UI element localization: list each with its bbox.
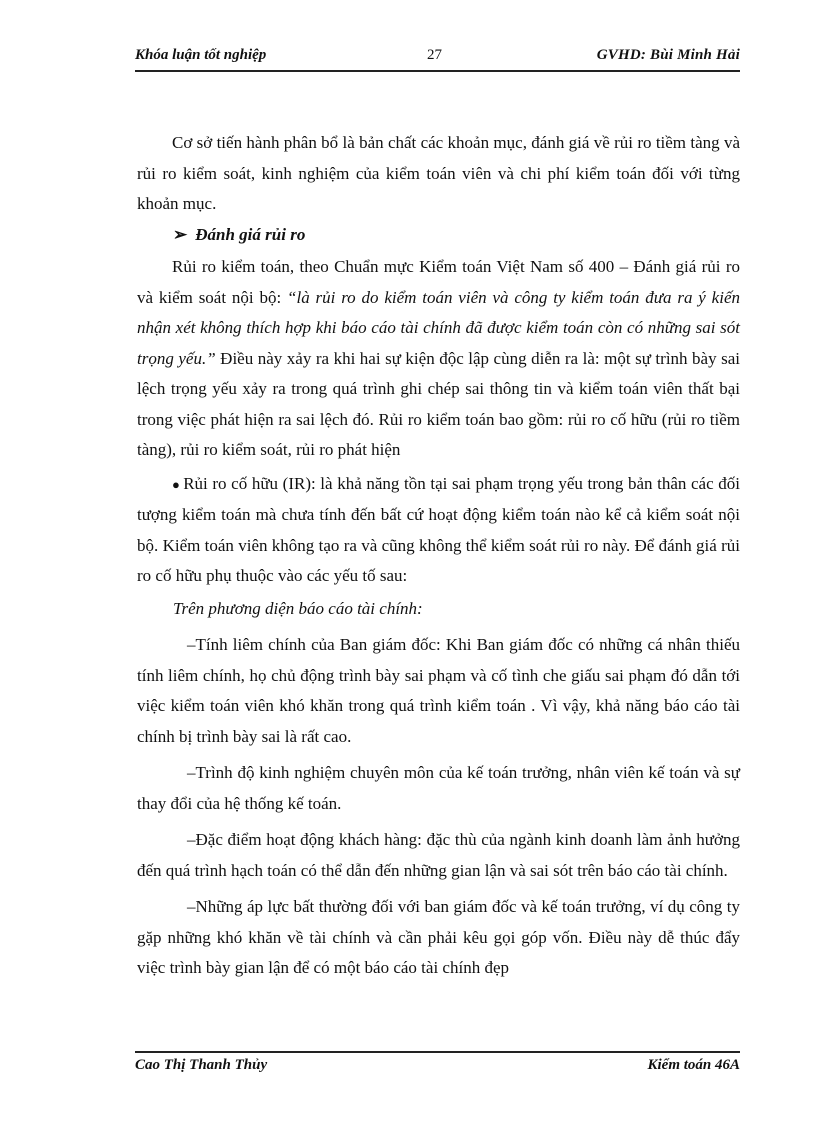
section-heading <box>137 220 740 251</box>
audit-risk-explanation: Điều này xảy ra khi hai sự kiện độc lập cùng diễn ra là: một sự trình bày sai lệch trọng yếu xảy ra trong quá trình ghi chép sai thông tin và kiểm toán viên thất bại trong việc phát hiện ra sai lệch đó. Rủi ro kiểm toán bao gồm: rủi ro cố hữu (rủi ro tiềm tàng), rủi ro kiểm soát, rủi ro phát hiện <box>137 348 740 459</box>
paragraph-inherent-risk <box>137 469 740 592</box>
inherent-risk-text: Rủi ro cố hữu (IR): là khả năng tồn tại sai phạm trọng yếu trong bản thân các đối tượng kiểm toán mà chưa tính đến bất cứ hoạt động kiểm toán nào kể cả kiểm soát nội bộ. Kiểm toán viên không tạo ra và cũng không thể kiểm soát rủi ro này. Để đánh giá rủi ro cố hữu phụ thuộc vào các yếu tố sau: <box>137 473 740 585</box>
page-footer <box>135 1057 740 1081</box>
section-heading-text: Đánh giá rủi ro <box>195 224 306 244</box>
arrow-bullet-icon: ➢ <box>173 224 188 244</box>
paragraph-allocation-basis: Cơ sở tiến hành phân bổ là bản chất các khoản mục, đánh giá về rủi ro tiềm tàng và rủi ro kiểm soát, kinh nghiệm của kiểm toán viên và chi phí kiểm toán đối với từng khoản mục. <box>137 133 740 213</box>
list-item-management-integrity: –Tính liêm chính của Ban giám đốc: Khi Ban giám đốc có những cá nhân thiếu tính liêm chính, họ chủ động trình bày sai phạm và cố tình che giấu sai phạm đó dẫn tới việc kiểm toán viên khó khăn trong quá trình kiểm toán . Vì vậy, khả năng báo cáo tài chính bị trình bày sai là rất cao. <box>137 635 740 746</box>
list-item-accountant-experience: –Trình độ kinh nghiệm chuyên môn của kế toán trưởng, nhân viên kế toán và sự thay đổi của hệ thống kế toán. <box>137 763 740 813</box>
bullet-dot-icon: ● <box>172 476 181 492</box>
sub-heading-financial-statements: Trên phương diện báo cáo tài chính: <box>173 598 423 618</box>
page-body <box>137 128 740 984</box>
header-rule <box>135 70 740 72</box>
list-item-client-business: –Đặc điểm hoạt động khách hàng: đặc thù của ngành kinh doanh làm ảnh hưởng đến quá trình hạch toán có thể dẫn đến những gian lận và sai sót trên báo cáo tài chính. <box>137 830 740 880</box>
footer-author: Cao Thị Thanh Thủy <box>135 1057 268 1073</box>
footer-rule <box>135 1051 740 1053</box>
list-item-unusual-pressure: –Những áp lực bất thường đối với ban giám đốc và kế toán trưởng, ví dụ công ty gặp những khó khăn về tài chính và cần phải kêu gọi góp vốn. Điều này dễ thúc đẩy việc trình bày gian lận để có một báo cáo tài chính đẹp <box>137 897 740 977</box>
header-thesis-title: Khóa luận tốt nghiệp <box>135 47 267 63</box>
page-number: 27 <box>427 47 442 63</box>
audit-risk-intro: Rủi ro kiểm toán, theo Chuẩn mực Kiểm toán Việt Nam số 400 – Đánh giá rủi ro và kiểm soát nội bộ: <box>137 257 740 307</box>
footer-class: Kiểm toán 46A <box>647 1057 740 1073</box>
page-header <box>135 47 740 71</box>
paragraph-audit-risk <box>137 252 740 466</box>
audit-risk-definition-quote: “là rủi ro do kiểm toán viên và công ty kiểm toán đưa ra ý kiến nhận xét không thích hợp khi báo cáo tài chính đã được kiểm toán còn có những sai sót trọng yếu.” <box>137 287 740 368</box>
header-supervisor: GVHD: Bùi Minh Hải <box>596 47 740 63</box>
